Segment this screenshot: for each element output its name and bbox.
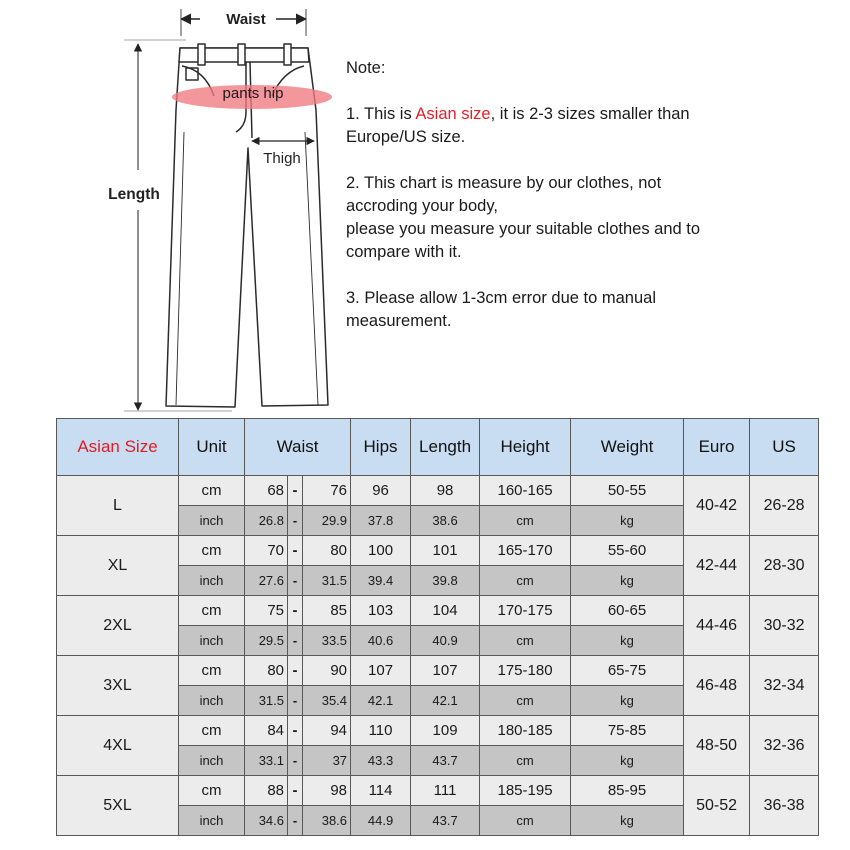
hips-cell: 39.4 — [351, 566, 411, 596]
hips-cell: 43.3 — [351, 746, 411, 776]
table-row — [57, 476, 819, 506]
table-row — [57, 536, 819, 566]
waist-max-cell: 37 — [303, 746, 351, 776]
header-asian-size: Asian Size — [57, 419, 179, 476]
size-cell: 2XL — [57, 596, 179, 656]
waist-dash: - — [288, 476, 303, 506]
waist-dash: - — [288, 686, 303, 716]
weight-cell: 50-55 — [571, 476, 684, 506]
us-cell: 32-34 — [750, 656, 819, 716]
weight-unit-cell: kg — [571, 626, 684, 656]
waist-max-cell: 29.9 — [303, 506, 351, 536]
height-cell: 160-165 — [480, 476, 571, 506]
waist-dash: - — [288, 506, 303, 536]
hips-cell: 40.6 — [351, 626, 411, 656]
header-us: US — [750, 419, 819, 476]
length-cell: 39.8 — [411, 566, 480, 596]
height-unit-cell: cm — [480, 626, 571, 656]
euro-cell: 46-48 — [684, 656, 750, 716]
note-2a: 2. This chart is measure by our clothes, not — [346, 174, 662, 192]
waist-max-cell: 38.6 — [303, 806, 351, 836]
header-weight: Weight — [571, 419, 684, 476]
size-cell: XL — [57, 536, 179, 596]
note-1-cont: Europe/US size. — [346, 128, 466, 146]
length-cell: 111 — [411, 776, 480, 806]
unit-cell: inch — [179, 746, 245, 776]
length-cell: 43.7 — [411, 806, 480, 836]
size-notes — [346, 57, 846, 333]
pants-diagram — [0, 0, 345, 418]
height-unit-cell: cm — [480, 506, 571, 536]
waist-max-cell: 80 — [303, 536, 351, 566]
height-unit-cell: cm — [480, 686, 571, 716]
thigh-label: Thigh — [263, 150, 301, 167]
note-2b: accroding your body, — [346, 197, 498, 215]
height-cell: 170-175 — [480, 596, 571, 626]
size-cell: 4XL — [57, 716, 179, 776]
header-waist: Waist — [245, 419, 351, 476]
hips-cell: 103 — [351, 596, 411, 626]
waist-min-cell: 29.5 — [245, 626, 288, 656]
weight-unit-cell: kg — [571, 506, 684, 536]
waist-max-cell: 31.5 — [303, 566, 351, 596]
waist-dash: - — [288, 776, 303, 806]
euro-cell: 40-42 — [684, 476, 750, 536]
weight-cell: 65-75 — [571, 656, 684, 686]
waist-min-cell: 31.5 — [245, 686, 288, 716]
weight-unit-cell: kg — [571, 806, 684, 836]
header-height: Height — [480, 419, 571, 476]
length-cell: 43.7 — [411, 746, 480, 776]
length-cell: 42.1 — [411, 686, 480, 716]
weight-unit-cell: kg — [571, 686, 684, 716]
euro-cell: 42-44 — [684, 536, 750, 596]
waist-min-cell: 26.8 — [245, 506, 288, 536]
waist-dash: - — [288, 716, 303, 746]
table-row — [57, 596, 819, 626]
length-cell: 104 — [411, 596, 480, 626]
waist-min-cell: 33.1 — [245, 746, 288, 776]
notes-heading: Note: — [346, 59, 386, 77]
unit-cell: inch — [179, 506, 245, 536]
waist-min-cell: 88 — [245, 776, 288, 806]
note-3a: 3. Please allow 1-3cm error due to manual — [346, 289, 656, 307]
header-unit: Unit — [179, 419, 245, 476]
note-1-suffix: , it is 2-3 sizes smaller than — [490, 105, 690, 123]
waist-dash: - — [288, 566, 303, 596]
waist-dash: - — [288, 746, 303, 776]
hips-cell: 110 — [351, 716, 411, 746]
waist-dash: - — [288, 596, 303, 626]
length-cell: 40.9 — [411, 626, 480, 656]
size-chart-table — [56, 418, 819, 836]
us-cell: 26-28 — [750, 476, 819, 536]
waist-min-cell: 75 — [245, 596, 288, 626]
hips-cell: 107 — [351, 656, 411, 686]
waist-label: Waist — [226, 11, 266, 28]
waist-min-cell: 70 — [245, 536, 288, 566]
waist-dash: - — [288, 656, 303, 686]
waist-dash: - — [288, 626, 303, 656]
note-1 — [346, 103, 846, 126]
length-cell: 107 — [411, 656, 480, 686]
waist-max-cell: 98 — [303, 776, 351, 806]
header-euro: Euro — [684, 419, 750, 476]
length-cell: 101 — [411, 536, 480, 566]
size-cell: L — [57, 476, 179, 536]
length-cell: 38.6 — [411, 506, 480, 536]
hips-cell: 42.1 — [351, 686, 411, 716]
length-label: Length — [108, 186, 160, 203]
us-cell: 30-32 — [750, 596, 819, 656]
note-1-prefix: 1. This is — [346, 105, 416, 123]
table-row — [57, 656, 819, 686]
waist-max-cell: 76 — [303, 476, 351, 506]
waist-min-cell: 84 — [245, 716, 288, 746]
us-cell: 32-36 — [750, 716, 819, 776]
weight-cell: 55-60 — [571, 536, 684, 566]
us-cell: 36-38 — [750, 776, 819, 836]
unit-cell: cm — [179, 716, 245, 746]
waist-max-cell: 90 — [303, 656, 351, 686]
waist-max-cell: 35.4 — [303, 686, 351, 716]
unit-cell: cm — [179, 596, 245, 626]
hips-cell: 44.9 — [351, 806, 411, 836]
size-cell: 3XL — [57, 656, 179, 716]
height-unit-cell: cm — [480, 806, 571, 836]
unit-cell: cm — [179, 476, 245, 506]
weight-cell: 60-65 — [571, 596, 684, 626]
weight-unit-cell: kg — [571, 746, 684, 776]
height-cell: 185-195 — [480, 776, 571, 806]
waist-max-cell: 33.5 — [303, 626, 351, 656]
height-unit-cell: cm — [480, 566, 571, 596]
hip-label: pants hip — [222, 85, 284, 102]
table-row — [57, 776, 819, 806]
height-cell: 175-180 — [480, 656, 571, 686]
unit-cell: inch — [179, 566, 245, 596]
waist-min-cell: 80 — [245, 656, 288, 686]
euro-cell: 44-46 — [684, 596, 750, 656]
waist-dash: - — [288, 806, 303, 836]
size-cell: 5XL — [57, 776, 179, 836]
weight-unit-cell: kg — [571, 566, 684, 596]
waist-max-cell: 85 — [303, 596, 351, 626]
waist-min-cell: 27.6 — [245, 566, 288, 596]
asian-size-highlight: Asian size — [415, 105, 491, 123]
waist-max-cell: 94 — [303, 716, 351, 746]
header-hips: Hips — [351, 419, 411, 476]
height-cell: 180-185 — [480, 716, 571, 746]
note-2d: compare with it. — [346, 243, 462, 261]
euro-cell: 48-50 — [684, 716, 750, 776]
hips-cell: 37.8 — [351, 506, 411, 536]
note-3b: measurement. — [346, 312, 452, 330]
header-length: Length — [411, 419, 480, 476]
length-cell: 109 — [411, 716, 480, 746]
hips-cell: 100 — [351, 536, 411, 566]
unit-cell: inch — [179, 806, 245, 836]
hips-cell: 114 — [351, 776, 411, 806]
table-header-row — [57, 419, 819, 476]
height-unit-cell: cm — [480, 746, 571, 776]
unit-cell: cm — [179, 776, 245, 806]
weight-cell: 85-95 — [571, 776, 684, 806]
weight-cell: 75-85 — [571, 716, 684, 746]
us-cell: 28-30 — [750, 536, 819, 596]
waist-dash: - — [288, 536, 303, 566]
unit-cell: inch — [179, 626, 245, 656]
hips-cell: 96 — [351, 476, 411, 506]
waist-min-cell: 68 — [245, 476, 288, 506]
note-2c: please you measure your suitable clothes and to — [346, 220, 701, 238]
waist-min-cell: 34.6 — [245, 806, 288, 836]
unit-cell: cm — [179, 656, 245, 686]
euro-cell: 50-52 — [684, 776, 750, 836]
table-row — [57, 716, 819, 746]
length-cell: 98 — [411, 476, 480, 506]
unit-cell: cm — [179, 536, 245, 566]
height-cell: 165-170 — [480, 536, 571, 566]
unit-cell: inch — [179, 686, 245, 716]
